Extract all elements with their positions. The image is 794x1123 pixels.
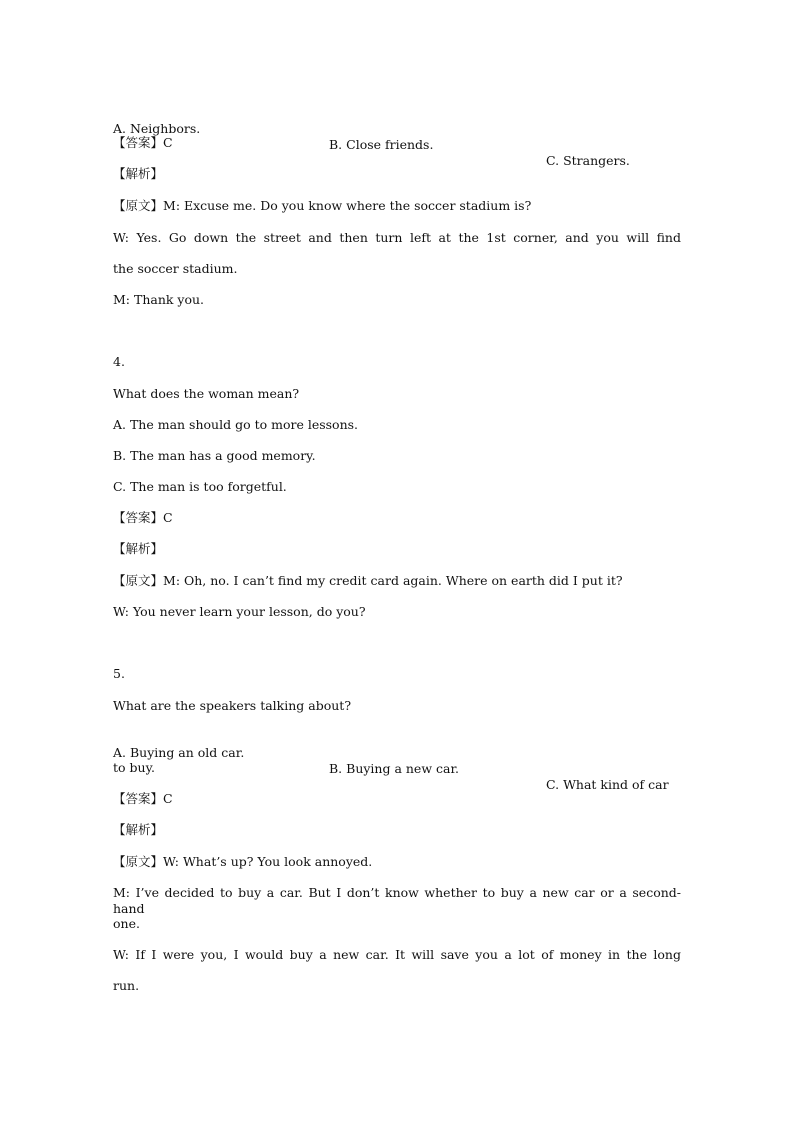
transcript-label: 【原文】 xyxy=(113,198,164,213)
q3-transcript-line-3: the soccer stadium. xyxy=(113,261,238,276)
q3-transcript-line-4: M: Thank you. xyxy=(113,292,205,307)
q3-transcript-line-1 xyxy=(113,198,681,214)
q5-transcript-line-3: one. xyxy=(113,916,140,931)
q4-number: 4. xyxy=(113,354,125,369)
q5-analysis-label: 【解析】 xyxy=(113,822,164,837)
q5-transcript-line-5: run. xyxy=(113,978,140,993)
transcript-label: 【原文】 xyxy=(113,573,164,588)
q3-option-a: A. Neighbors. xyxy=(113,121,201,136)
q3-option-b: B. Close friends. xyxy=(329,137,434,152)
q5-option-b: B. Buying a new car. xyxy=(329,761,460,776)
q5-number: 5. xyxy=(113,666,125,681)
q5-question: What are the speakers talking about? xyxy=(113,698,352,713)
q3-answer-line xyxy=(113,135,681,151)
q3-analysis-label: 【解析】 xyxy=(113,166,164,181)
transcript-label: 【原文】 xyxy=(113,854,164,869)
q5-answer-value: C xyxy=(163,791,173,806)
q5-option-c: C. What kind of car xyxy=(546,777,669,792)
transcript-text: M: Oh, no. I can’t find my credit card again. Where on earth did I put it? xyxy=(163,573,623,588)
q4-answer-value: C xyxy=(163,510,173,525)
q5-transcript-line-2: M: I’ve decided to buy a car. But I don’t know whether to buy a new car or a second-hand xyxy=(113,885,681,916)
q3-option-c: C. Strangers. xyxy=(546,153,630,168)
q4-question: What does the woman mean? xyxy=(113,386,300,401)
answer-label: 【答案】 xyxy=(113,135,164,150)
q5-answer-line xyxy=(113,791,681,807)
answer-label: 【答案】 xyxy=(113,510,164,525)
q4-analysis-label: 【解析】 xyxy=(113,541,164,556)
q3-transcript-line-2: W: Yes. Go down the street and then turn left at the 1st corner, and you will find xyxy=(113,230,681,245)
q4-answer-line xyxy=(113,510,681,526)
q5-option-a: A. Buying an old car. xyxy=(113,745,245,760)
q4-transcript-line-1 xyxy=(113,573,681,589)
q4-transcript-line-2: W: You never learn your lesson, do you? xyxy=(113,604,366,619)
q3-answer-value: C xyxy=(163,135,173,150)
q4-option-c: C. The man is too forgetful. xyxy=(113,479,287,494)
q4-option-a: A. The man should go to more lessons. xyxy=(113,417,359,432)
transcript-text: M: Excuse me. Do you know where the soccer stadium is? xyxy=(163,198,532,213)
transcript-text: W: What’s up? You look annoyed. xyxy=(163,854,373,869)
q5-transcript-line-1 xyxy=(113,854,681,870)
q5-option-c-continued: to buy. xyxy=(113,760,155,775)
q4-option-b: B. The man has a good memory. xyxy=(113,448,316,463)
q5-transcript-line-4: W: If I were you, I would buy a new car. It will save you a lot of money in the long xyxy=(113,947,681,962)
answer-label: 【答案】 xyxy=(113,791,164,806)
